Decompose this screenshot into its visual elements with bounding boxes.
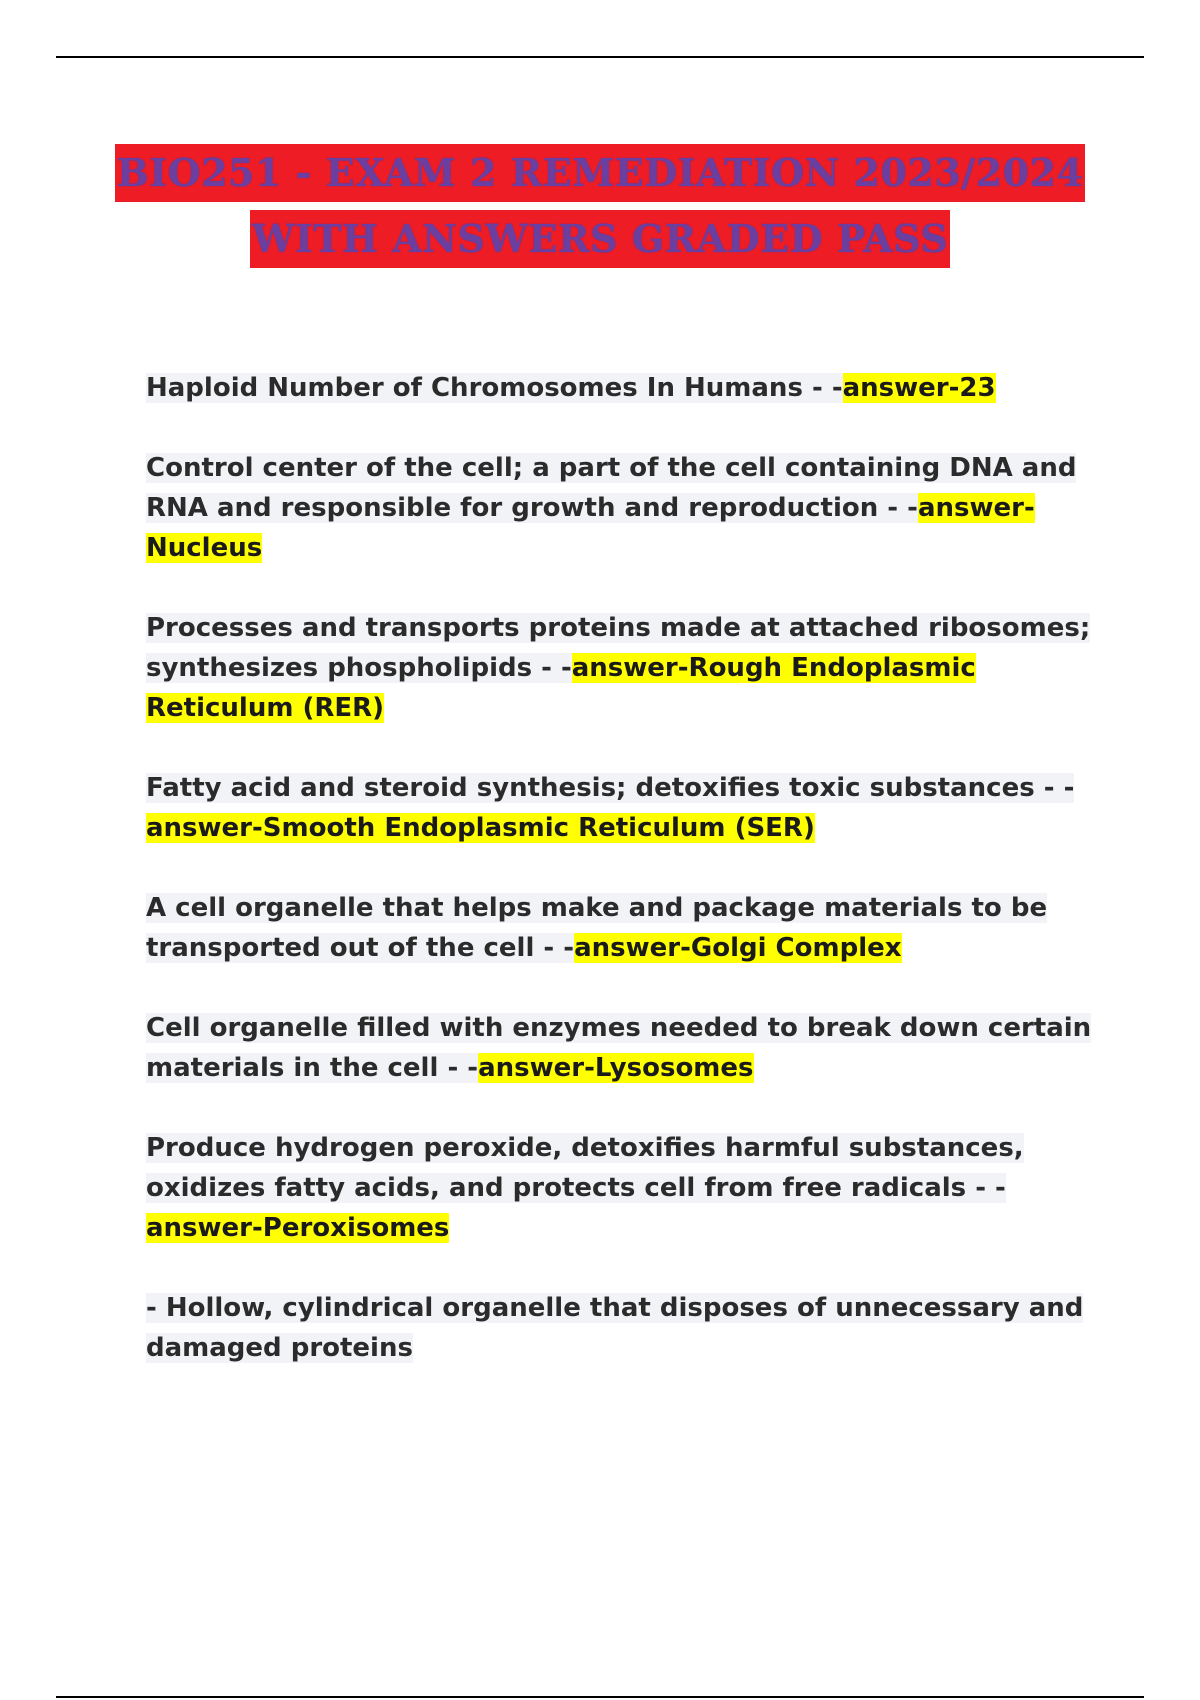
answer-text: answer-Nucleus xyxy=(146,493,1035,563)
question-text: Produce hydrogen peroxide, detoxifies harmful substances, oxidizes fatty acids, and protects cell from free radicals - - xyxy=(146,1133,1024,1203)
answer-text: answer-Smooth Endoplasmic Reticulum (SER) xyxy=(146,813,815,843)
qa-item xyxy=(146,448,1096,568)
qa-item xyxy=(146,608,1096,728)
qa-item xyxy=(146,1128,1096,1248)
question-text: Cell organelle filled with enzymes needed to break down certain materials in the cell - - xyxy=(146,1013,1092,1083)
question-text: - Hollow, cylindrical organelle that disposes of unnecessary and damaged proteins xyxy=(146,1293,1084,1363)
question-answer-list xyxy=(146,368,1096,1408)
qa-item xyxy=(146,1288,1096,1368)
document-title xyxy=(0,144,1200,276)
answer-text: answer-Peroxisomes xyxy=(146,1213,450,1243)
qa-item xyxy=(146,888,1096,968)
title-line-1: BIO251 - EXAM 2 REMEDIATION 2023/2024 xyxy=(115,144,1086,202)
question-text: Haploid Number of Chromosomes In Humans - - xyxy=(146,373,843,403)
bottom-divider xyxy=(56,1696,1144,1698)
title-line-2: WITH ANSWERS GRADED PASS xyxy=(250,210,950,268)
qa-item xyxy=(146,768,1096,848)
qa-item xyxy=(146,368,1096,408)
question-text: A cell organelle that helps make and package materials to be transported out of the cell - - xyxy=(146,893,1048,963)
question-text: Processes and transports proteins made at attached ribosomes; synthesizes phospholipids - - xyxy=(146,613,1091,683)
question-text: Control center of the cell; a part of the cell containing DNA and RNA and responsible for growth and reproduction - - xyxy=(146,453,1077,523)
top-divider xyxy=(56,56,1144,58)
answer-text: answer-23 xyxy=(842,373,996,403)
answer-text: answer-Lysosomes xyxy=(478,1053,754,1083)
qa-item xyxy=(146,1008,1096,1088)
answer-text: answer-Golgi Complex xyxy=(574,933,902,963)
answer-text: answer-Rough Endoplasmic Reticulum (RER) xyxy=(146,653,976,723)
question-text: Fatty acid and steroid synthesis; detoxifies toxic substances - - xyxy=(146,773,1075,803)
